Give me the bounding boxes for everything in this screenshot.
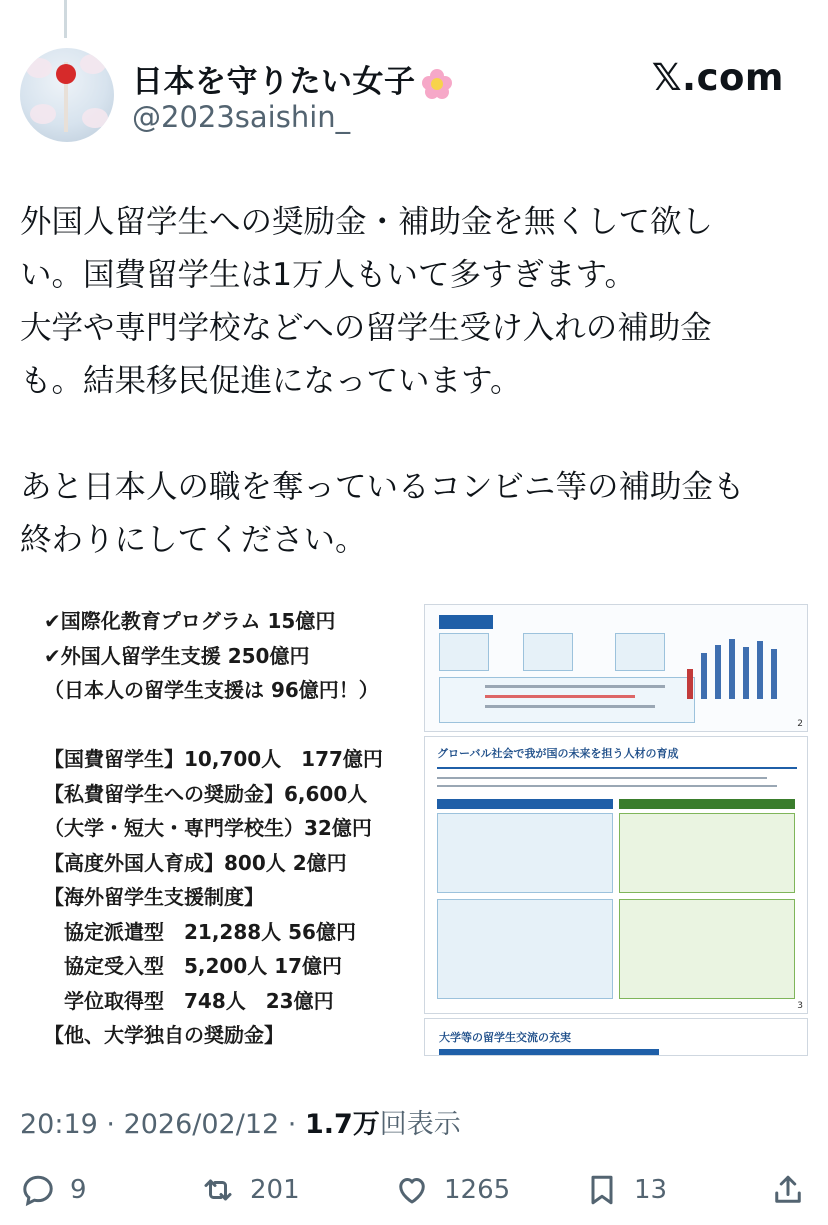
list-item: （日本人の留学生支援は 96億円！） [44, 678, 379, 702]
tweet-line: あと日本人の職を奪っているコンビニ等の補助金も [20, 469, 745, 505]
list-item: （大学・短大・専門学校生）32億円 [44, 816, 372, 840]
repost-button[interactable] [200, 1168, 300, 1212]
paragraph-gap [20, 408, 810, 461]
reply-count: 9 [70, 1175, 87, 1205]
display-name[interactable] [132, 56, 452, 101]
reply-icon [20, 1172, 56, 1208]
document-page-2 [424, 604, 808, 732]
tweet-line: 終わりにしてください。 [20, 522, 367, 558]
document-title: グローバル社会で我が国の未来を担う人材の育成 [437, 747, 679, 760]
list-item: 協定受入型 5,200人 17億円 [44, 954, 343, 978]
government-document-pages [424, 604, 808, 1056]
share-button[interactable] [770, 1168, 806, 1212]
page-number: 3 [797, 1001, 803, 1011]
repost-icon [200, 1172, 236, 1208]
tweet-line: も。結果移民促進になっています。 [20, 363, 522, 399]
document-page-3 [424, 736, 808, 1014]
reply-button[interactable] [20, 1168, 87, 1212]
list-item: 【他、大学独自の奨励金】 [44, 1023, 284, 1047]
tweet-image[interactable] [20, 596, 810, 1056]
list-spacer [44, 708, 414, 743]
list-item: 【海外留学生支援制度】 [44, 885, 264, 909]
view-count: 1.7万 [304, 1109, 380, 1140]
subsidy-list [44, 604, 414, 1053]
bookmark-count: 13 [634, 1175, 668, 1205]
document-title: 大学等の留学生交流の充実 [439, 1031, 571, 1044]
tweet-line: 大学や専門学校などへの留学生受け入れの補助金 [20, 310, 712, 346]
x-logo: 𝕏.com [651, 56, 784, 99]
tweet-line: 外国人留学生への奨励金・補助金を無くして欲し [20, 204, 714, 240]
bookmark-button[interactable] [584, 1168, 667, 1212]
share-icon [770, 1172, 806, 1208]
tweet-metadata [20, 1102, 461, 1141]
cherry-blossom-icon [422, 69, 452, 99]
separator: · [97, 1109, 124, 1140]
list-item: 学位取得型 748人 23億円 [44, 988, 334, 1013]
thread-connector-line [64, 0, 67, 38]
tweet-text [20, 196, 810, 567]
tweet-time[interactable]: 20:19 [20, 1109, 98, 1140]
list-item: 【私費留学生への奨励金】6,600人 [44, 781, 368, 806]
like-count: 1265 [444, 1175, 511, 1205]
list-item: ✔外国人留学生支援 250億円 [44, 643, 310, 668]
display-name-text: 日本を守りたい女子 [132, 64, 416, 100]
tweet-date[interactable]: 2026/02/12 [123, 1109, 280, 1140]
heart-icon [394, 1172, 430, 1208]
tweet-header [20, 48, 784, 148]
tweet-line: い。国費留学生は1万人もいて多すぎます。 [20, 257, 637, 293]
repost-count: 201 [250, 1175, 300, 1205]
avatar[interactable] [20, 48, 114, 142]
user-handle[interactable]: @2023saishin_ [132, 100, 351, 134]
separator: · [279, 1109, 305, 1140]
list-item: 【国費留学生】10,700人 177億円 [44, 747, 383, 771]
action-bar [20, 1168, 810, 1212]
list-item: ✔国際化教育プログラム 15億円 [44, 609, 336, 633]
bookmark-icon [584, 1172, 620, 1208]
list-item: 【高度外国人育成】800人 2億円 [44, 850, 347, 875]
document-page-4 [424, 1018, 808, 1056]
page-number: 2 [797, 719, 803, 729]
view-label: 回表示 [379, 1109, 461, 1140]
like-button[interactable] [394, 1168, 510, 1212]
list-item: 協定派遣型 21,288人 56億円 [44, 919, 356, 944]
